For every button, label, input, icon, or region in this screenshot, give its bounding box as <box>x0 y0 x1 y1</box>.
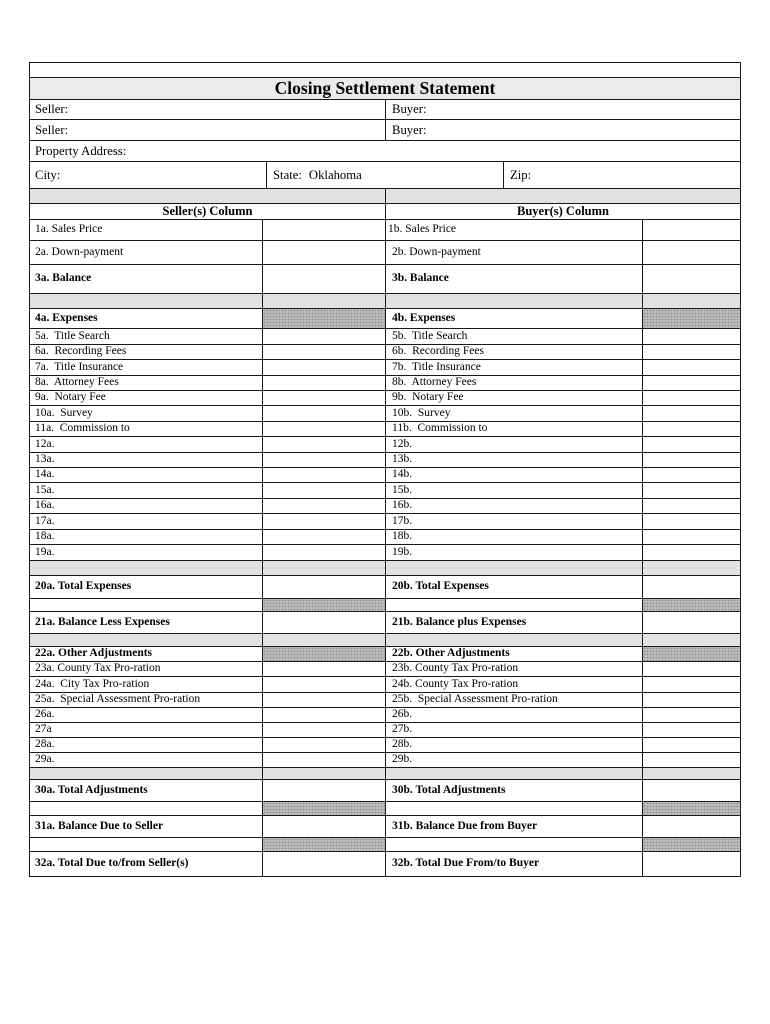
buyer-line-25b-amount[interactable] <box>643 693 741 708</box>
line-row-3 <box>30 265 741 294</box>
section-divider-row <box>30 634 741 647</box>
buyer-column-header: Buyer(s) Column <box>386 204 741 220</box>
seller-2-field[interactable] <box>30 120 386 141</box>
line-row-6 <box>30 345 741 360</box>
line-row-16 <box>30 499 741 514</box>
seller-line-1a-label: 1a. Sales Price <box>30 220 263 241</box>
buyer-line-17b-label: 17b. <box>386 514 643 530</box>
buyer-line-29b-amount[interactable] <box>643 753 741 768</box>
seller-line-7a-label: 7a. Title Insurance <box>30 360 263 376</box>
divider-cell <box>263 634 386 647</box>
buyer-line-6b-label: 6b. Recording Fees <box>386 345 643 360</box>
seller-line-32a-label: 32a. Total Due to/from Seller(s) <box>30 852 263 877</box>
seller-line-4a-label: 4a. Expenses <box>30 309 263 329</box>
blank-cell <box>386 599 643 612</box>
divider-cell <box>30 189 386 204</box>
buyer-line-21b-label: 21b. Balance plus Expenses <box>386 612 643 634</box>
line-row-23 <box>30 662 741 677</box>
title-row <box>30 78 741 100</box>
seller-line-6a-amount[interactable] <box>263 345 386 360</box>
divider-cell <box>263 294 386 309</box>
buyer-line-17b-amount[interactable] <box>643 514 741 530</box>
line-row-24 <box>30 677 741 693</box>
seller-line-18a-amount[interactable] <box>263 530 386 545</box>
buyer-line-8b-amount[interactable] <box>643 376 741 391</box>
seller-line-12a-label: 12a. <box>30 437 263 453</box>
seller-line-23a-amount[interactable] <box>263 662 386 677</box>
line-row-28 <box>30 738 741 753</box>
buyer-line-32b-label: 32b. Total Due From/to Buyer <box>386 852 643 877</box>
property-address-label: Property Address: <box>35 143 127 158</box>
buyer-line-4b-label: 4b. Expenses <box>386 309 643 329</box>
seller-line-24a-label: 24a. City Tax Pro-ration <box>30 677 263 693</box>
buyer-line-10b-amount[interactable] <box>643 406 741 422</box>
section-divider-row <box>30 294 741 309</box>
shaded-cell <box>263 838 386 852</box>
line-row-27 <box>30 723 741 738</box>
buyer-line-12b-label: 12b. <box>386 437 643 453</box>
line-row-5 <box>30 329 741 345</box>
line-row-25 <box>30 693 741 708</box>
seller-line-28a-label: 28a. <box>30 738 263 753</box>
parties-row-1 <box>30 100 741 120</box>
line-row-18 <box>30 530 741 545</box>
buyer-line-1b-label: 1b. Sales Price <box>386 220 643 241</box>
top-blank-cell <box>30 63 741 78</box>
buyer-line-31b-amount[interactable] <box>643 816 741 838</box>
buyer-line-3b-label: 3b. Balance <box>386 265 643 294</box>
line-row-4 <box>30 309 741 329</box>
buyer-line-9b-amount[interactable] <box>643 391 741 406</box>
seller-line-10a-label: 10a. Survey <box>30 406 263 422</box>
seller-line-23a-label: 23a. County Tax Pro-ration <box>30 662 263 677</box>
property-address-field[interactable] <box>30 141 741 162</box>
city-label: City: <box>35 167 61 182</box>
seller-line-20a-label: 20a. Total Expenses <box>30 576 263 599</box>
buyer-line-16b-amount[interactable] <box>643 499 741 514</box>
seller-line-28a-amount[interactable] <box>263 738 386 753</box>
buyer-line-24b-amount[interactable] <box>643 677 741 693</box>
column-header-row <box>30 204 741 220</box>
buyer-line-12b-amount[interactable] <box>643 437 741 453</box>
line-row-2 <box>30 241 741 265</box>
buyer-line-11b-amount[interactable] <box>643 422 741 437</box>
line-row-30 <box>30 780 741 802</box>
state-value: Oklahoma <box>308 167 362 182</box>
line-row-26 <box>30 708 741 723</box>
closing-settlement-form <box>29 62 741 877</box>
seller-line-24a-amount[interactable] <box>263 677 386 693</box>
divider-cell <box>643 294 741 309</box>
line-row-21 <box>30 612 741 634</box>
seller-line-3a-label: 3a. Balance <box>30 265 263 294</box>
buyer-line-23b-label: 23b. County Tax Pro-ration <box>386 662 643 677</box>
seller-line-25a-amount[interactable] <box>263 693 386 708</box>
section-divider-row <box>30 768 741 780</box>
state-field[interactable] <box>267 162 504 189</box>
seller-line-13a-amount[interactable] <box>263 453 386 468</box>
seller-line-13a-label: 13a. <box>30 453 263 468</box>
section-divider-row <box>30 189 741 204</box>
buyer-line-19b-label: 19b. <box>386 545 643 561</box>
buyer-line-29b-label: 29b. <box>386 753 643 768</box>
seller-line-17a-amount[interactable] <box>263 514 386 530</box>
buyer-line-11b-label: 11b. Commission to <box>386 422 643 437</box>
zip-label: Zip: <box>510 167 532 182</box>
buyer-line-30b-label: 30b. Total Adjustments <box>386 780 643 802</box>
line-row-31 <box>30 816 741 838</box>
seller-1-field[interactable] <box>30 100 386 120</box>
buyer-line-13b-label: 13b. <box>386 453 643 468</box>
seller-line-31a-label: 31a. Balance Due to Seller <box>30 816 263 838</box>
seller-line-6a-label: 6a. Recording Fees <box>30 345 263 360</box>
buyer-line-16b-label: 16b. <box>386 499 643 514</box>
line-row-10 <box>30 406 741 422</box>
seller-2-label: Seller: <box>35 122 69 137</box>
line-row-20 <box>30 576 741 599</box>
seller-line-18a-label: 18a. <box>30 530 263 545</box>
seller-line-1a-amount[interactable] <box>263 220 386 241</box>
shaded-cell <box>643 599 741 612</box>
seller-line-19a-amount[interactable] <box>263 545 386 561</box>
buyer-line-5b-amount[interactable] <box>643 329 741 345</box>
buyer-line-31b-label: 31b. Balance Due from Buyer <box>386 816 643 838</box>
seller-line-2a-amount[interactable] <box>263 241 386 265</box>
buyer-line-25b-label: 25b. Special Assessment Pro-ration <box>386 693 643 708</box>
line-row-13 <box>30 453 741 468</box>
buyer-line-5b-label: 5b. Title Search <box>386 329 643 345</box>
line-row-8 <box>30 376 741 391</box>
seller-column-header: Seller(s) Column <box>30 204 386 220</box>
line-row-11 <box>30 422 741 437</box>
buyer-line-9b-label: 9b. Notary Fee <box>386 391 643 406</box>
buyer-line-26b-amount[interactable] <box>643 708 741 723</box>
buyer-line-15b-amount[interactable] <box>643 483 741 499</box>
shaded-row <box>30 838 741 852</box>
seller-line-26a-amount[interactable] <box>263 708 386 723</box>
blank-cell <box>386 802 643 816</box>
seller-line-11a-amount[interactable] <box>263 422 386 437</box>
buyer-1-field[interactable] <box>386 100 741 120</box>
buyer-line-7b-label: 7b. Title Insurance <box>386 360 643 376</box>
line-row-17 <box>30 514 741 530</box>
line-row-14 <box>30 468 741 483</box>
buyer-line-1b-amount[interactable] <box>643 220 741 241</box>
section-divider-row <box>30 561 741 576</box>
seller-line-3a-amount[interactable] <box>263 265 386 294</box>
divider-cell <box>30 768 263 780</box>
divider-cell <box>30 561 263 576</box>
seller-line-12a-amount[interactable] <box>263 437 386 453</box>
line-row-19 <box>30 545 741 561</box>
buyer-line-18b-label: 18b. <box>386 530 643 545</box>
seller-line-9a-amount[interactable] <box>263 391 386 406</box>
shaded-cell <box>263 647 386 662</box>
property-row <box>30 141 741 162</box>
seller-line-8a-label: 8a. Attorney Fees <box>30 376 263 391</box>
seller-line-9a-label: 9a. Notary Fee <box>30 391 263 406</box>
blank-cell <box>386 838 643 852</box>
buyer-line-3b-amount[interactable] <box>643 265 741 294</box>
line-row-15 <box>30 483 741 499</box>
shaded-cell <box>263 599 386 612</box>
divider-cell <box>386 768 643 780</box>
buyer-line-27b-label: 27b. <box>386 723 643 738</box>
seller-line-16a-amount[interactable] <box>263 499 386 514</box>
buyer-line-23b-amount[interactable] <box>643 662 741 677</box>
seller-line-16a-label: 16a. <box>30 499 263 514</box>
form-title: Closing Settlement Statement <box>30 78 741 100</box>
seller-1-label: Seller: <box>35 102 69 117</box>
buyer-line-28b-amount[interactable] <box>643 738 741 753</box>
seller-line-25a-label: 25a. Special Assessment Pro-ration <box>30 693 263 708</box>
seller-line-15a-amount[interactable] <box>263 483 386 499</box>
line-row-1 <box>30 220 741 241</box>
state-label: State: <box>273 167 302 182</box>
parties-row-2 <box>30 120 741 141</box>
buyer-line-10b-label: 10b. Survey <box>386 406 643 422</box>
line-row-32 <box>30 852 741 877</box>
seller-line-29a-amount[interactable] <box>263 753 386 768</box>
seller-line-2a-label: 2a. Down-payment <box>30 241 263 265</box>
seller-line-5a-label: 5a. Title Search <box>30 329 263 345</box>
divider-cell <box>643 634 741 647</box>
shaded-cell <box>263 309 386 329</box>
line-row-29 <box>30 753 741 768</box>
seller-line-14a-label: 14a. <box>30 468 263 483</box>
buyer-line-14b-label: 14b. <box>386 468 643 483</box>
buyer-line-24b-label: 24b. County Tax Pro-ration <box>386 677 643 693</box>
seller-line-21a-label: 21a. Balance Less Expenses <box>30 612 263 634</box>
seller-line-11a-label: 11a. Commission to <box>30 422 263 437</box>
buyer-line-30b-amount[interactable] <box>643 780 741 802</box>
buyer-2-label: Buyer: <box>392 122 427 137</box>
shaded-row <box>30 802 741 816</box>
buyer-line-20b-label: 20b. Total Expenses <box>386 576 643 599</box>
seller-line-7a-amount[interactable] <box>263 360 386 376</box>
buyer-line-13b-amount[interactable] <box>643 453 741 468</box>
buyer-line-26b-label: 26b. <box>386 708 643 723</box>
seller-line-17a-label: 17a. <box>30 514 263 530</box>
divider-cell <box>263 561 386 576</box>
shaded-cell <box>263 802 386 816</box>
buyer-2-field[interactable] <box>386 120 741 141</box>
divider-cell <box>386 634 643 647</box>
seller-line-20a-amount[interactable] <box>263 576 386 599</box>
seller-line-22a-label: 22a. Other Adjustments <box>30 647 263 662</box>
seller-line-31a-amount[interactable] <box>263 816 386 838</box>
seller-line-19a-label: 19a. <box>30 545 263 561</box>
seller-line-5a-amount[interactable] <box>263 329 386 345</box>
seller-line-27a-label: 27a <box>30 723 263 738</box>
buyer-line-15b-label: 15b. <box>386 483 643 499</box>
buyer-line-22b-label: 22b. Other Adjustments <box>386 647 643 662</box>
buyer-line-21b-amount[interactable] <box>643 612 741 634</box>
divider-cell <box>643 768 741 780</box>
buyer-line-20b-amount[interactable] <box>643 576 741 599</box>
buyer-line-8b-label: 8b. Attorney Fees <box>386 376 643 391</box>
line-row-7 <box>30 360 741 376</box>
buyer-1-label: Buyer: <box>392 102 427 117</box>
shaded-cell <box>643 838 741 852</box>
top-blank-row <box>30 63 741 78</box>
shaded-cell <box>643 647 741 662</box>
city-field[interactable] <box>30 162 267 189</box>
seller-line-14a-amount[interactable] <box>263 468 386 483</box>
buyer-line-14b-amount[interactable] <box>643 468 741 483</box>
line-row-12 <box>30 437 741 453</box>
blank-cell <box>30 802 263 816</box>
divider-cell <box>30 294 263 309</box>
divider-cell <box>30 634 263 647</box>
buyer-line-2b-amount[interactable] <box>643 241 741 265</box>
shaded-cell <box>643 309 741 329</box>
buyer-line-7b-amount[interactable] <box>643 360 741 376</box>
seller-line-21a-amount[interactable] <box>263 612 386 634</box>
seller-line-30a-label: 30a. Total Adjustments <box>30 780 263 802</box>
seller-line-29a-label: 29a. <box>30 753 263 768</box>
location-row <box>30 162 741 189</box>
divider-cell <box>386 561 643 576</box>
divider-cell <box>386 189 741 204</box>
buyer-line-28b-label: 28b. <box>386 738 643 753</box>
buyer-line-32b-amount[interactable] <box>643 852 741 877</box>
buyer-line-19b-amount[interactable] <box>643 545 741 561</box>
seller-line-15a-label: 15a. <box>30 483 263 499</box>
blank-cell <box>30 838 263 852</box>
seller-line-10a-amount[interactable] <box>263 406 386 422</box>
divider-cell <box>263 768 386 780</box>
line-row-9 <box>30 391 741 406</box>
blank-cell <box>30 599 263 612</box>
buyer-line-27b-amount[interactable] <box>643 723 741 738</box>
line-row-22 <box>30 647 741 662</box>
divider-cell <box>643 561 741 576</box>
seller-line-30a-amount[interactable] <box>263 780 386 802</box>
zip-field[interactable] <box>504 162 741 189</box>
seller-line-32a-amount[interactable] <box>263 852 386 877</box>
buyer-line-2b-label: 2b. Down-payment <box>386 241 643 265</box>
buyer-line-18b-amount[interactable] <box>643 530 741 545</box>
buyer-line-6b-amount[interactable] <box>643 345 741 360</box>
seller-line-26a-label: 26a. <box>30 708 263 723</box>
shaded-row <box>30 599 741 612</box>
seller-line-8a-amount[interactable] <box>263 376 386 391</box>
divider-cell <box>386 294 643 309</box>
shaded-cell <box>643 802 741 816</box>
seller-line-27a-amount[interactable] <box>263 723 386 738</box>
